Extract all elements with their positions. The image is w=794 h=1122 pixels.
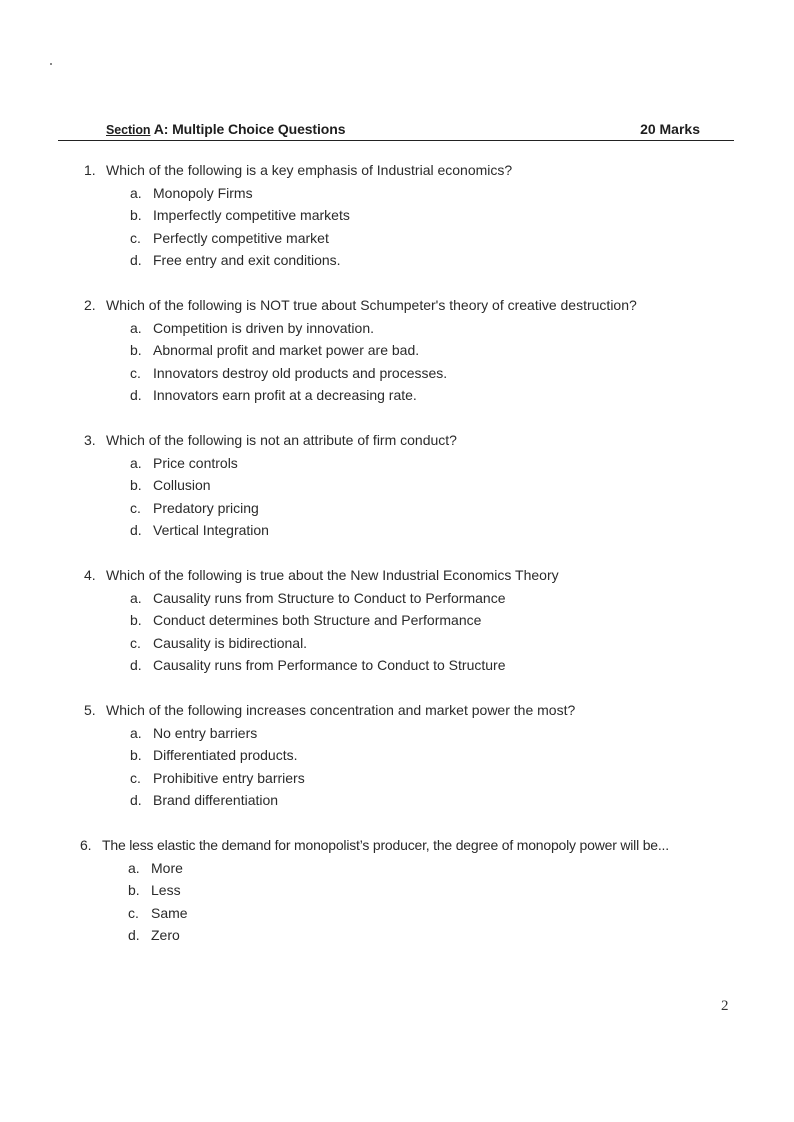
option-b	[128, 882, 181, 898]
option-a	[130, 455, 238, 471]
question-number: 6.	[80, 837, 92, 853]
option-c	[128, 905, 188, 921]
option-d	[130, 252, 341, 268]
option-text: Monopoly Firms	[153, 185, 253, 201]
option-letter: c.	[130, 770, 141, 786]
question-stem	[84, 432, 457, 448]
question-stem	[84, 567, 559, 583]
option-d	[130, 522, 269, 538]
option-a	[130, 320, 374, 336]
section-title-rest: A: Multiple Choice Questions	[150, 121, 346, 137]
option-letter: c.	[130, 635, 141, 651]
option-text: Causality runs from Structure to Conduct to Performance	[153, 590, 506, 606]
option-text: Causality is bidirectional.	[153, 635, 308, 651]
option-letter: b.	[130, 747, 142, 763]
option-d	[130, 657, 505, 673]
option-text: Causality runs from Performance to Conduct to Structure	[153, 657, 506, 673]
option-b	[130, 747, 298, 763]
option-letter: c.	[128, 905, 139, 921]
option-letter: b.	[130, 342, 142, 358]
option-b	[130, 342, 419, 358]
section-header	[58, 118, 734, 141]
option-letter: d.	[128, 927, 140, 943]
question-text: Which of the following is not an attribute of firm conduct?	[106, 432, 457, 448]
option-text: Same	[151, 905, 188, 921]
option-letter: d.	[130, 522, 142, 538]
option-text: Less	[151, 882, 181, 898]
option-b	[130, 612, 481, 628]
question-text: The less elastic the demand for monopolist’s producer, the degree of monopoly power will be...	[102, 837, 669, 853]
option-a	[130, 185, 253, 201]
option-text: Abnormal profit and market power are bad.	[153, 342, 420, 358]
option-text: Free entry and exit conditions.	[153, 252, 341, 268]
option-letter: d.	[130, 792, 142, 808]
option-letter: d.	[130, 387, 142, 403]
option-c	[130, 770, 305, 786]
option-text: Innovators destroy old products and processes.	[153, 365, 448, 381]
option-text: No entry barriers	[153, 725, 258, 741]
option-text: Predatory pricing	[153, 500, 259, 516]
option-text: Competition is driven by innovation.	[153, 320, 375, 336]
question-number: 4.	[84, 567, 96, 583]
scan-speck	[50, 63, 52, 65]
option-text: Price controls	[153, 455, 238, 471]
section-word: Section	[106, 123, 151, 137]
question-text: Which of the following increases concentration and market power the most?	[106, 702, 576, 718]
option-a	[130, 725, 257, 741]
section-title	[106, 121, 345, 137]
option-letter: d.	[130, 252, 142, 268]
question-number: 1.	[84, 162, 96, 178]
question-text: Which of the following is true about the New Industrial Economics Theory	[106, 567, 559, 583]
option-letter: b.	[130, 612, 142, 628]
option-text: Conduct determines both Structure and Performance	[153, 612, 482, 628]
option-d	[130, 792, 278, 808]
page-number: 2	[721, 998, 729, 1014]
option-text: Differentiated products.	[153, 747, 298, 763]
question-text: Which of the following is a key emphasis of Industrial economics?	[106, 162, 513, 178]
option-text: More	[151, 860, 183, 876]
option-letter: a.	[130, 725, 142, 741]
option-a	[130, 590, 505, 606]
option-text: Brand differentiation	[153, 792, 279, 808]
question-number: 3.	[84, 432, 96, 448]
question-text: Which of the following is NOT true about Schumpeter's theory of creative destruction?	[106, 297, 637, 313]
question-stem	[84, 702, 575, 718]
question-stem	[84, 297, 637, 313]
option-d	[130, 387, 417, 403]
option-c	[130, 365, 447, 381]
option-text: Innovators earn profit at a decreasing rate.	[153, 387, 417, 403]
option-text: Vertical Integration	[153, 522, 269, 538]
option-c	[130, 635, 307, 651]
option-letter: a.	[128, 860, 140, 876]
option-c	[130, 500, 259, 516]
option-letter: c.	[130, 230, 141, 246]
option-letter: a.	[130, 590, 142, 606]
option-letter: c.	[130, 500, 141, 516]
option-letter: d.	[130, 657, 142, 673]
option-letter: a.	[130, 320, 142, 336]
option-text: Imperfectly competitive markets	[153, 207, 350, 223]
option-c	[130, 230, 329, 246]
question-number: 2.	[84, 297, 96, 313]
option-b	[130, 477, 211, 493]
section-marks: 20 Marks	[640, 121, 700, 137]
option-text: Zero	[151, 927, 180, 943]
option-letter: b.	[130, 207, 142, 223]
option-text: Prohibitive entry barriers	[153, 770, 305, 786]
option-letter: a.	[130, 185, 142, 201]
option-text: Collusion	[153, 477, 211, 493]
option-b	[130, 207, 350, 223]
option-a	[128, 860, 183, 876]
option-letter: b.	[128, 882, 140, 898]
option-text: Perfectly competitive market	[153, 230, 329, 246]
option-letter: b.	[130, 477, 142, 493]
option-letter: a.	[130, 455, 142, 471]
option-letter: c.	[130, 365, 141, 381]
question-number: 5.	[84, 702, 96, 718]
question-stem	[80, 837, 669, 853]
option-d	[128, 927, 180, 943]
question-stem	[84, 162, 512, 178]
